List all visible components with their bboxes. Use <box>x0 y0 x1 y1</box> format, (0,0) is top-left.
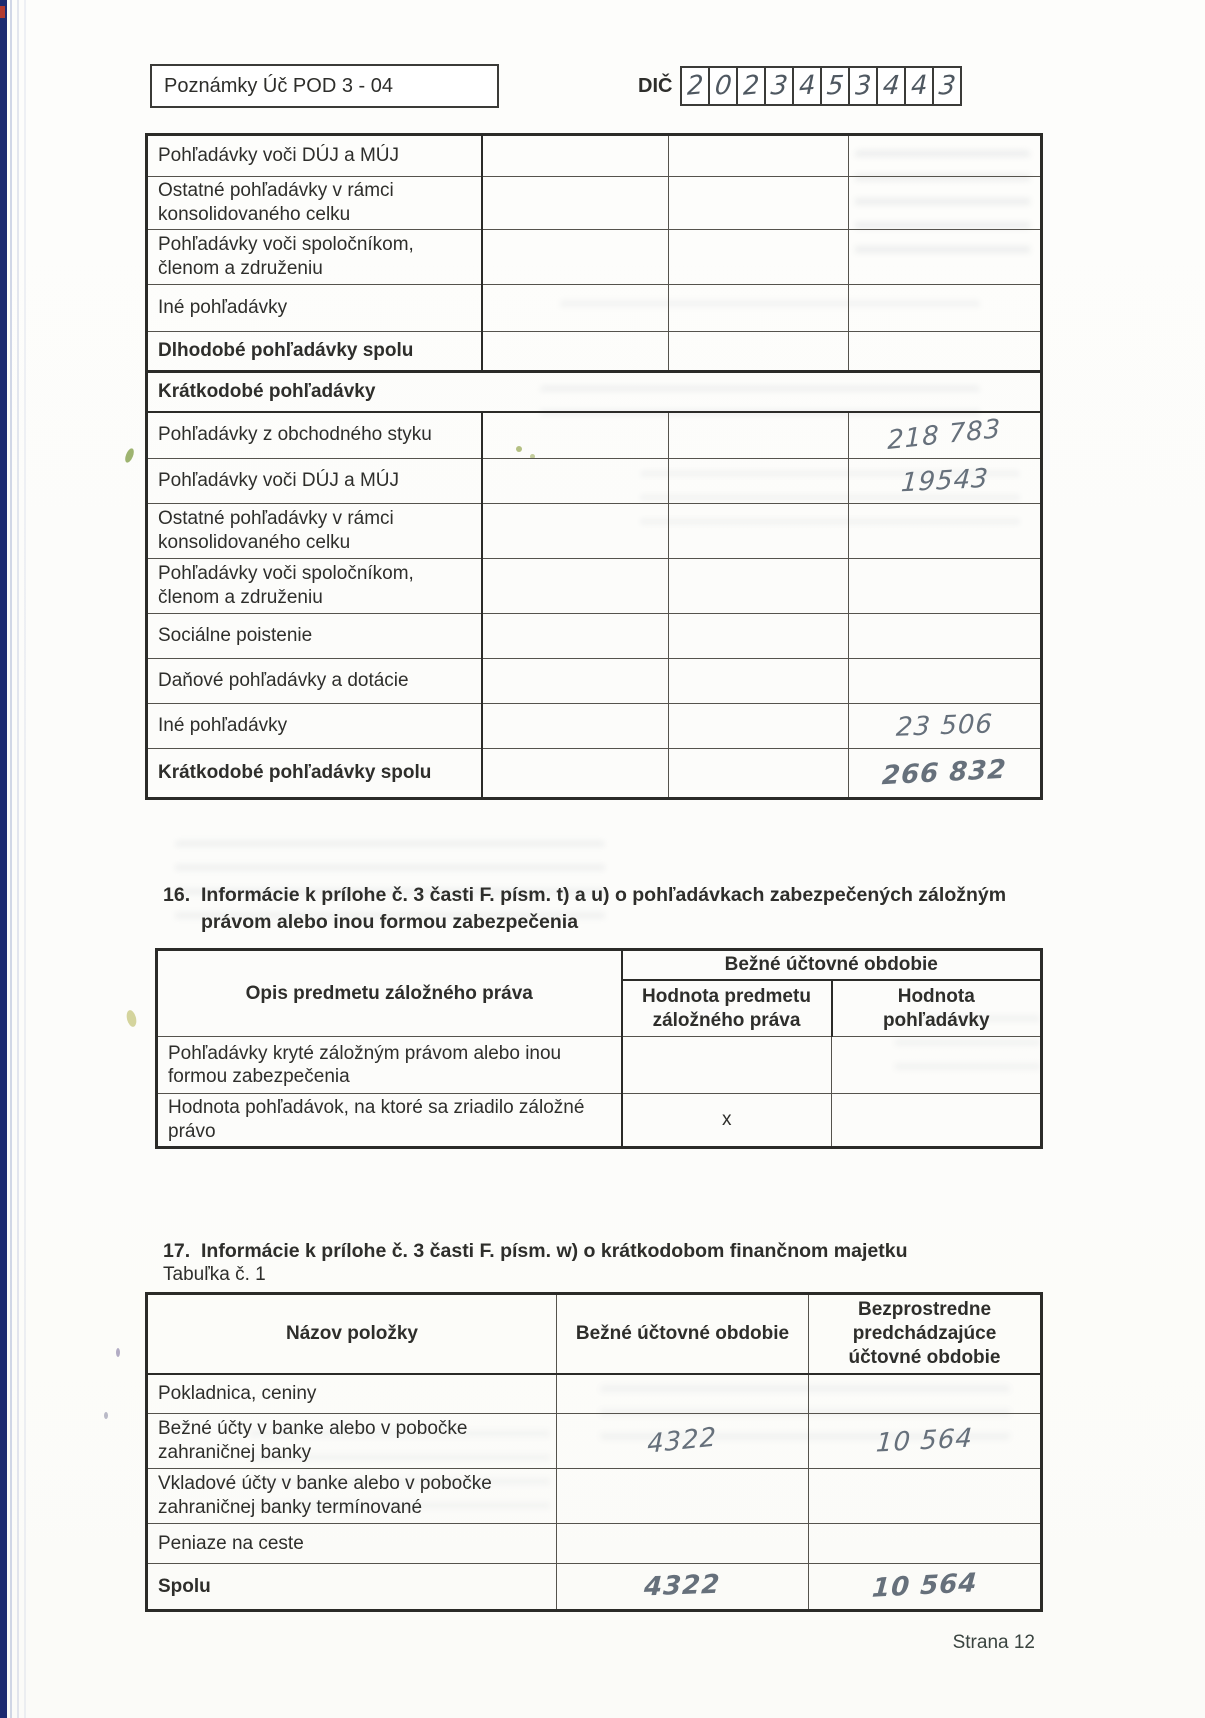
value-cell <box>557 1524 809 1564</box>
dic-digit: 4 <box>910 70 928 102</box>
pledge-col-header: Opis predmetu záložného práva <box>157 950 622 1037</box>
table-row <box>147 749 1042 799</box>
row-label: Ostatné pohľadávky v rámci konsolidovaného celku <box>147 177 482 230</box>
dic-cell <box>794 68 822 104</box>
section16-heading <box>163 882 1045 937</box>
value-cell <box>809 1564 1042 1611</box>
value-cell <box>482 230 669 285</box>
sub-header-pledge-value: Hodnota predmetu záložného práva <box>622 980 832 1037</box>
table-row <box>147 614 1042 659</box>
value-cell <box>849 749 1042 799</box>
table-row <box>147 177 1042 230</box>
dic-digit: 4 <box>881 70 902 102</box>
value-cell <box>482 659 669 704</box>
row-label: Peniaze na ceste <box>147 1524 557 1564</box>
value-cell <box>669 504 849 559</box>
scan-artifact <box>116 1348 120 1357</box>
table-row <box>147 1374 1042 1414</box>
table-row <box>147 1469 1042 1524</box>
table-row <box>157 950 1042 980</box>
row-label: Daňové pohľadávky a dotácie <box>147 659 482 704</box>
value-cell <box>482 177 669 230</box>
dic-cell <box>682 68 710 104</box>
value-cell <box>849 614 1042 659</box>
value-cell <box>669 230 849 285</box>
dic-digit: 4 <box>798 70 816 102</box>
form-title-box <box>150 64 499 108</box>
row-label: Vkladové účty v banke alebo v pobočke zahraničnej banky termínované <box>147 1469 557 1524</box>
value-cell <box>482 412 669 459</box>
value-cell <box>849 177 1042 230</box>
row-label: Krátkodobé pohľadávky spolu <box>147 749 482 799</box>
dic-cell <box>822 68 850 104</box>
value-cell <box>557 1564 809 1611</box>
row-label: Pokladnica, ceniny <box>147 1374 557 1414</box>
value-cell <box>669 704 849 749</box>
scan-artifact <box>0 6 5 18</box>
scan-artifact <box>104 1412 108 1419</box>
table-row <box>147 230 1042 285</box>
page-number: Strana 12 <box>952 1632 1035 1653</box>
row-label: Pohľadávky voči DÚJ a MÚJ <box>147 459 482 504</box>
dic-cell <box>934 68 960 104</box>
dic-grid <box>680 66 962 106</box>
dic-cell <box>906 68 934 104</box>
dic-label: DIČ <box>638 74 673 97</box>
dic-digit: 2 <box>686 70 704 102</box>
table-row <box>147 135 1042 177</box>
value-cell <box>849 412 1042 459</box>
value-cell <box>849 459 1042 504</box>
financial-assets-table <box>145 1292 1043 1612</box>
table-row <box>147 659 1042 704</box>
value-cell <box>669 459 849 504</box>
row-label: Pohľadávky voči DÚJ a MÚJ <box>147 135 482 177</box>
value-cell <box>669 749 849 799</box>
row-label: Iné pohľadávky <box>147 704 482 749</box>
value-cell <box>669 659 849 704</box>
value-cell <box>849 559 1042 614</box>
table-row <box>147 704 1042 749</box>
handwritten-value: 4322 <box>647 1421 718 1460</box>
value-cell <box>482 135 669 177</box>
dic-digit: 3 <box>937 70 958 102</box>
short-term-section-row <box>147 372 1042 412</box>
row-label: Ostatné pohľadávky v rámci konsolidovaného celku <box>147 504 482 559</box>
dic-cell <box>766 68 794 104</box>
value-cell <box>669 559 849 614</box>
row-label: Pohľadávky voči spoločníkom, členom a združeniu <box>147 230 482 285</box>
column-header-current-period: Bežné účtovné obdobie <box>557 1294 809 1374</box>
table-row <box>157 1037 1042 1094</box>
scan-line <box>10 0 12 1718</box>
handwritten-value: 4322 <box>643 1569 722 1603</box>
table-row <box>147 412 1042 459</box>
handwritten-value: 10 564 <box>875 1423 974 1459</box>
value-cell <box>669 412 849 459</box>
dic-cell <box>710 68 738 104</box>
value-cell <box>669 177 849 230</box>
value-cell <box>849 285 1042 332</box>
value-cell <box>482 332 669 372</box>
handwritten-value: 19543 <box>899 463 990 499</box>
dic-digit: 5 <box>825 70 846 102</box>
scan-artifact <box>125 1009 138 1028</box>
value-cell <box>849 230 1042 285</box>
value-cell <box>809 1469 1042 1524</box>
table-row <box>147 459 1042 504</box>
handwritten-value: 23 506 <box>895 709 994 743</box>
value-cell <box>482 704 669 749</box>
table-row <box>147 1524 1042 1564</box>
value-cell <box>557 1469 809 1524</box>
column-header-item-name: Názov položky <box>147 1294 557 1374</box>
row-label: Hodnota pohľadávok, na ktoré sa zriadilo záložné právo <box>157 1094 622 1148</box>
section-row-label: Krátkodobé pohľadávky <box>147 372 1042 412</box>
value-cell <box>832 1037 1042 1094</box>
table-row <box>147 285 1042 332</box>
table-row <box>147 559 1042 614</box>
row-label: Pohľadávky voči spoločníkom, členom a združeniu <box>147 559 482 614</box>
value-cell <box>482 504 669 559</box>
dic-field <box>638 66 962 106</box>
value-cell <box>557 1374 809 1414</box>
value-cell <box>809 1374 1042 1414</box>
value-cell <box>557 1414 809 1469</box>
value-cell <box>849 704 1042 749</box>
row-label: Pohľadávky kryté záložným právom alebo inou formou zabezpečenia <box>157 1037 622 1094</box>
handwritten-value: 10 564 <box>870 1568 979 1605</box>
value-cell <box>849 332 1042 372</box>
table-row <box>147 504 1042 559</box>
row-label: Dlhodobé pohľadávky spolu <box>147 332 482 372</box>
value-cell <box>482 285 669 332</box>
section17-heading <box>163 1238 1045 1265</box>
table-row <box>157 1094 1042 1148</box>
handwritten-value: 266 832 <box>881 754 1008 792</box>
left-binding-strip <box>0 0 7 1718</box>
value-cell <box>482 614 669 659</box>
table-header-row <box>147 1294 1042 1374</box>
row-label: Iné pohľadávky <box>147 285 482 332</box>
dic-cell <box>738 68 766 104</box>
value-cell <box>832 1094 1042 1148</box>
row-label: Spolu <box>147 1564 557 1611</box>
table-row <box>147 332 1042 372</box>
section16-number: 16. <box>163 884 191 906</box>
dic-digit: 3 <box>769 70 790 102</box>
value-cell <box>669 332 849 372</box>
receivables-table <box>145 133 1043 800</box>
value-cell <box>669 614 849 659</box>
scan-line <box>24 0 26 1718</box>
value-cell <box>849 504 1042 559</box>
table-row <box>147 1414 1042 1469</box>
value-cell <box>809 1414 1042 1469</box>
section17-number: 17. <box>163 1240 191 1262</box>
current-period-header: Bežné účtovné obdobie <box>622 950 1042 980</box>
value-cell <box>669 135 849 177</box>
value-cell <box>849 659 1042 704</box>
dic-cell <box>878 68 906 104</box>
x-mark: x <box>622 1094 832 1148</box>
section17-subtitle: Tabuľka č. 1 <box>163 1264 266 1285</box>
scan-line <box>17 0 19 1718</box>
value-cell <box>809 1524 1042 1564</box>
dic-cell <box>850 68 878 104</box>
column-header-previous-period: Bezprostredne predchádzajúce účtovné obdobie <box>809 1294 1042 1374</box>
row-label: Sociálne poistenie <box>147 614 482 659</box>
handwritten-value: 218 783 <box>887 413 1002 457</box>
value-cell <box>849 135 1042 177</box>
section16-title: Informácie k prílohe č. 3 časti F. písm. t) a u) o pohľadávkach zabezpečených záložným právom alebo inou formou zabezpečenia <box>201 884 1007 934</box>
form-title: Poznámky Úč POD 3 - 04 <box>164 74 393 97</box>
value-cell <box>482 559 669 614</box>
dic-digit: 3 <box>854 70 872 102</box>
value-cell <box>482 459 669 504</box>
row-label: Pohľadávky z obchodného styku <box>147 412 482 459</box>
scan-artifact <box>123 447 135 464</box>
pledge-table <box>155 948 1043 1149</box>
value-cell <box>622 1037 832 1094</box>
value-cell <box>669 285 849 332</box>
value-cell <box>482 749 669 799</box>
dic-digit: 2 <box>742 70 760 102</box>
section17-title: Informácie k prílohe č. 3 časti F. písm. w) o krátkodobom finančnom majetku <box>201 1240 908 1262</box>
dic-digit: 0 <box>713 70 734 102</box>
sub-header-receivable-value: Hodnota pohľadávky <box>832 980 1042 1037</box>
total-row <box>147 1564 1042 1611</box>
row-label: Bežné účty v banke alebo v pobočke zahraničnej banky <box>147 1414 557 1469</box>
